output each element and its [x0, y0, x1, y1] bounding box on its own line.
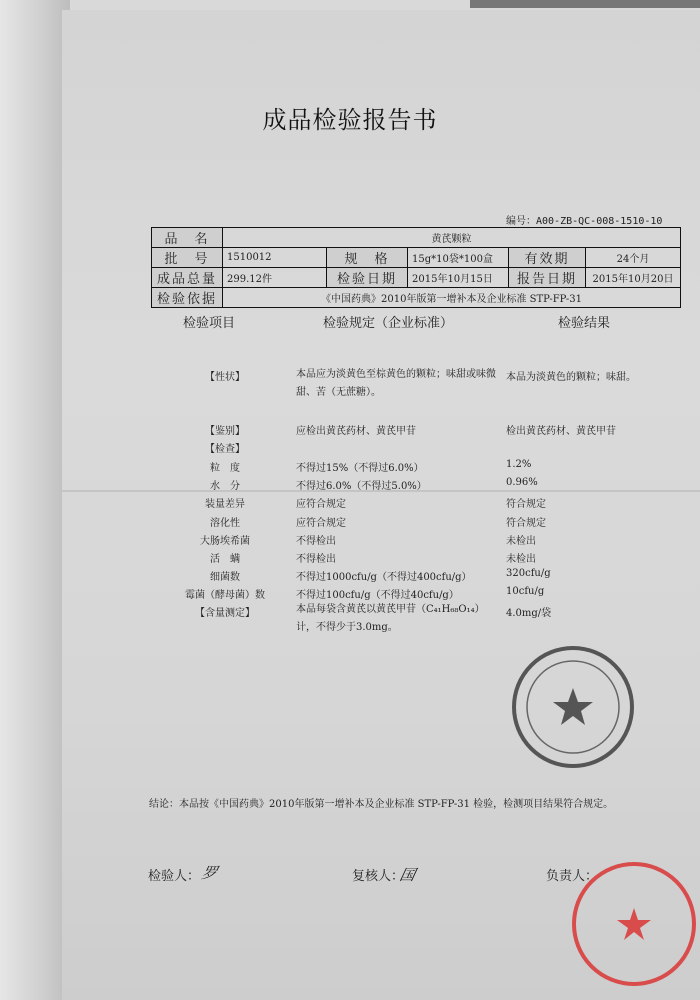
item-moisture: 水 分	[210, 481, 240, 492]
header-row-basis	[152, 288, 681, 308]
report-date-value: 2015年10月20日	[586, 268, 681, 288]
report-date-label: 报告日期	[509, 268, 586, 288]
scan-top-shadow	[470, 0, 700, 8]
validity-value: 24个月	[586, 248, 681, 268]
standard-ecoli: 不得检出	[296, 536, 336, 547]
column-header-standard: 检验规定（企业标准）	[323, 316, 454, 331]
inspector-signature: 罗	[199, 864, 219, 882]
validity-label: 有效期	[509, 248, 586, 268]
result-character: 本品为淡黄色的颗粒；味甜。	[506, 372, 636, 383]
total-label: 成品总量	[152, 268, 223, 288]
page-title: 成品检验报告书	[262, 106, 438, 134]
standard-mold-count: 不得过100cfu/g（不得过40cfu/g）	[296, 590, 459, 601]
spec-value: 15g*10袋*100盒	[408, 248, 509, 268]
header-row-product	[152, 228, 681, 248]
paper-sheet	[62, 10, 700, 1000]
standard-moisture: 不得过6.0%（不得过5.0%）	[296, 481, 427, 492]
inspector-label: 检验人：	[148, 869, 201, 884]
basis-label: 检验依据	[152, 288, 223, 308]
product-value: 黄芪颗粒	[223, 228, 681, 248]
standard-identification: 应检出黄芪药材、黄芪甲苷	[296, 426, 416, 437]
column-header-item: 检验项目	[183, 316, 236, 331]
result-mold-count: 10cfu/g	[506, 586, 545, 597]
item-solubility: 溶化性	[210, 518, 240, 529]
item-character: 【性状】	[205, 372, 245, 383]
standard-loading-variation: 应符合规定	[296, 499, 346, 510]
item-mold-count: 霉菌（酵母菌）数	[185, 590, 265, 601]
scan-left-shadow	[0, 0, 70, 1000]
result-identification: 检出黄芪药材、黄芪甲苷	[506, 426, 616, 437]
total-value: 299.12件	[223, 268, 327, 288]
column-header-result: 检验结果	[558, 316, 611, 331]
result-solubility: 符合规定	[506, 518, 546, 529]
header-row-total	[152, 268, 681, 288]
standard-character: 本品应为淡黄色至棕黄色的颗粒；味甜或味微甜、苦（无蔗糖）。	[296, 369, 496, 398]
item-bacteria-count: 细菌数	[210, 572, 240, 583]
standard-mites: 不得检出	[296, 554, 336, 565]
header-table	[151, 227, 681, 308]
standard-assay: 本品每袋含黄芪以黄芪甲苷（C₄₁H₆₈O₁₄）计，不得少于3.0mg。	[296, 604, 485, 633]
item-granularity: 粒 度	[210, 463, 240, 474]
result-ecoli: 未检出	[506, 536, 536, 547]
spec-label: 规 格	[327, 248, 408, 268]
item-mites: 活 螨	[210, 554, 240, 565]
result-assay: 4.0mg/袋	[506, 608, 552, 619]
batch-value: 1510012	[223, 248, 327, 268]
result-granularity: 1.2%	[506, 459, 532, 470]
item-identification: 【鉴别】	[205, 426, 245, 437]
company-seal	[512, 646, 634, 768]
basis-value: 《中国药典》2010年版第一增补本及企业标准 STP-FP-31	[223, 288, 681, 308]
result-moisture: 0.96%	[506, 477, 538, 488]
result-loading-variation: 符合规定	[506, 499, 546, 510]
batch-label: 批 号	[152, 248, 223, 268]
quality-seal	[572, 862, 696, 986]
conclusion-text: 结论：本品按《中国药典》2010年版第一增补本及企业标准 STP-FP-31 检验，检测项目结果符合规定。	[149, 799, 614, 810]
seal-star-icon	[516, 650, 630, 764]
inspect-date-label: 检验日期	[327, 268, 408, 288]
standard-solubility: 应符合规定	[296, 518, 346, 529]
product-label: 品 名	[152, 228, 223, 248]
standard-granularity: 不得过15%（不得过6.0%）	[296, 463, 424, 474]
item-ecoli: 大肠埃希菌	[200, 536, 250, 547]
header-row-batch	[152, 248, 681, 268]
reviewer-signature: 国	[397, 866, 417, 884]
standard-bacteria-count: 不得过1000cfu/g（不得过400cfu/g）	[296, 572, 472, 583]
inspect-date-value: 2015年10月15日	[408, 268, 509, 288]
result-bacteria-count: 320cfu/g	[506, 568, 551, 579]
reviewer-label: 复核人：	[352, 869, 405, 884]
item-loading-variation: 装量差异	[205, 499, 245, 510]
result-mites: 未检出	[506, 554, 536, 565]
responsible-label: 负责人：	[546, 869, 599, 884]
red-seal-star-icon	[576, 866, 692, 982]
item-assay: 【含量测定】	[195, 608, 255, 619]
item-check: 【检查】	[205, 444, 245, 455]
document-number: 编号：A00-ZB-QC-008-1510-10	[506, 216, 663, 227]
